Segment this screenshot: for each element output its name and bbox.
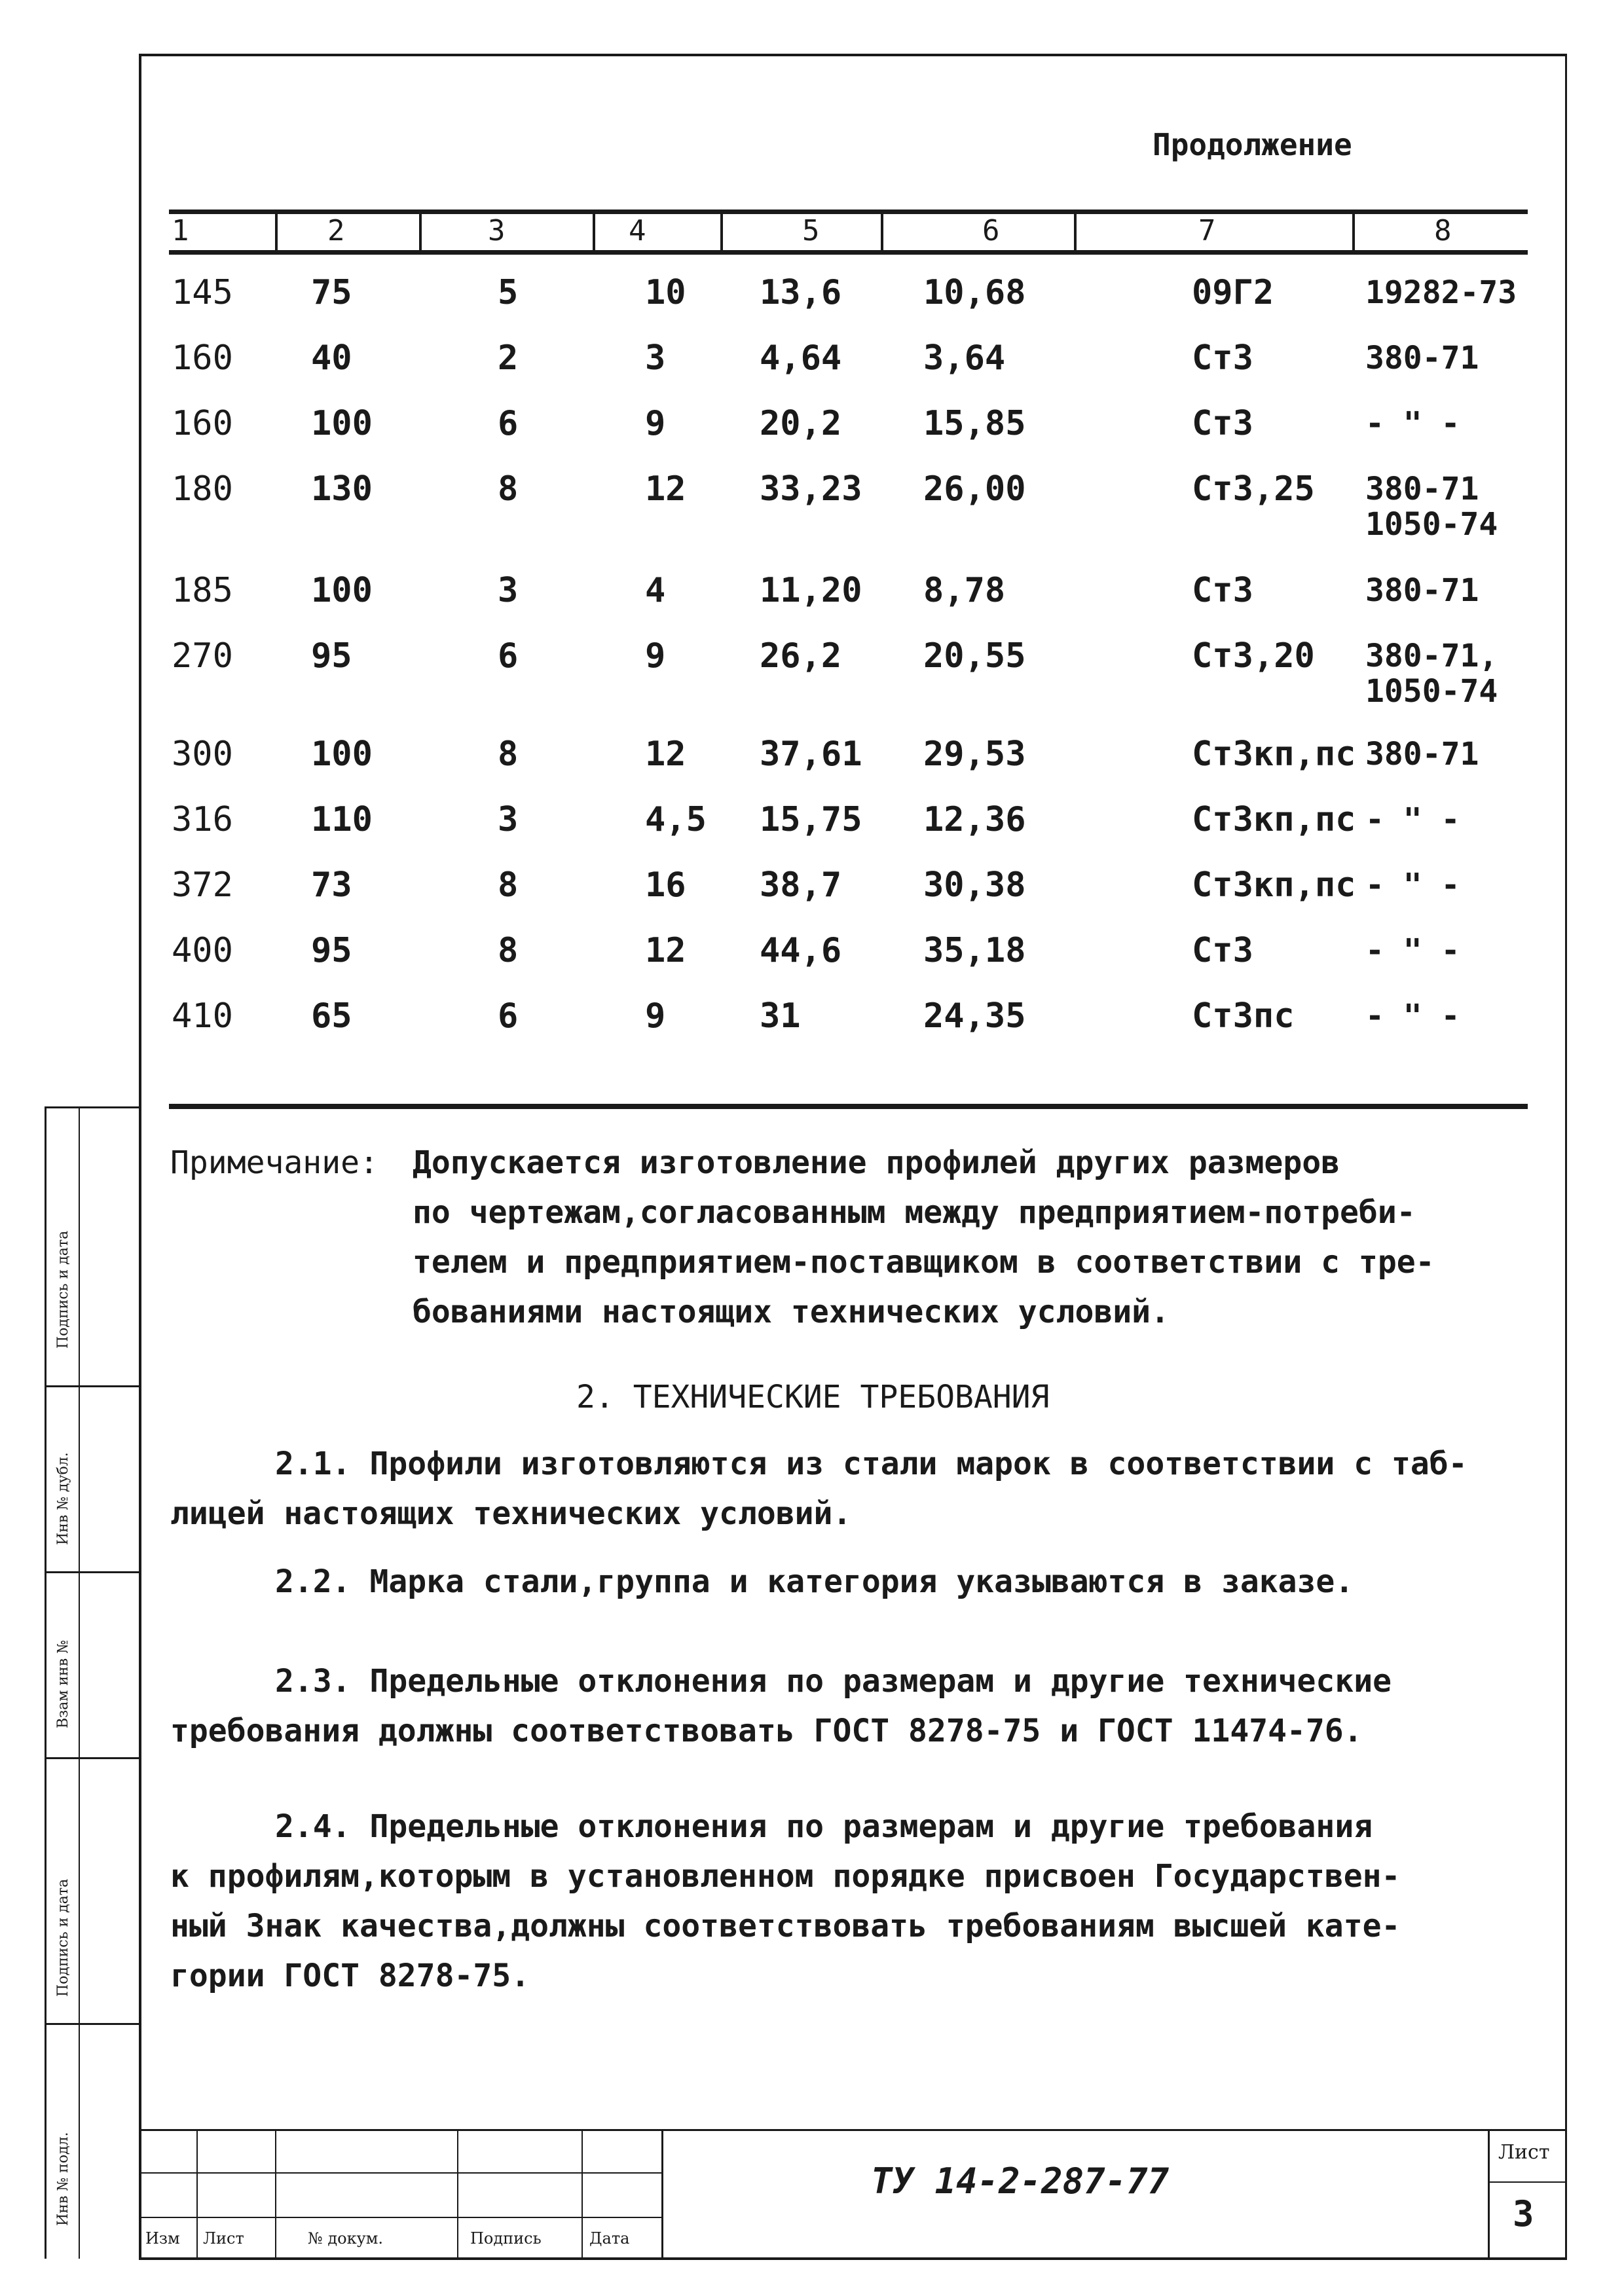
- column-header-4: 4: [629, 214, 646, 247]
- stamp-sheet-left: [1488, 2129, 1490, 2259]
- table-cell-col-5: 15,75: [760, 800, 862, 839]
- frame-left: [139, 54, 141, 2260]
- table-cell-col-5: 38,7: [760, 866, 842, 905]
- column-separator: [881, 214, 883, 251]
- table-cell-col-3: 8: [498, 931, 519, 970]
- note-line-3: телем и предприятием-поставщиком в соответствии с тре-: [413, 1244, 1435, 1281]
- column-header-6: 6: [982, 214, 1000, 247]
- table-cell-col-1: 316: [172, 800, 233, 839]
- table-cell-col-3: 3: [498, 800, 519, 839]
- table-header-bottom: [169, 250, 1528, 255]
- document-code: ТУ 14-2-287-77: [871, 2160, 1170, 2202]
- table-cell-col-7: Ст3кп,пс: [1192, 800, 1356, 839]
- table-cell-col-7: Ст3: [1192, 931, 1253, 970]
- table-cell-col-8: - " -: [1365, 801, 1460, 838]
- table-cell-col-7: Ст3,20: [1192, 636, 1315, 676]
- table-cell-col-6: 15,85: [923, 404, 1026, 443]
- column-header-8: 8: [1434, 214, 1452, 247]
- table-cell-col-6: 20,55: [923, 636, 1026, 676]
- paragraph-2-3-line-1: 2.3. Предельные отклонения по размерам и другие технические: [275, 1663, 1392, 1700]
- stamp-top: [139, 2129, 1566, 2131]
- frame-bottom: [139, 2257, 1566, 2260]
- paragraph-2-2-line-1: 2.2. Марка стали,группа и категория указываются в заказе.: [275, 1563, 1354, 1600]
- side-strip-div-4: [45, 1757, 140, 1759]
- stamp-col-1: [196, 2129, 198, 2259]
- table-cell-col-8: 380-71, 1050-74: [1365, 638, 1498, 710]
- column-header-1: 1: [172, 214, 189, 247]
- table-cell-col-1: 300: [172, 735, 233, 774]
- table-cell-col-6: 3,64: [923, 338, 1006, 378]
- note-line-2: по чертежам,согласованным между предприятием-потреби-: [413, 1194, 1416, 1231]
- stamp-col-doc: № докум.: [308, 2229, 383, 2248]
- paragraph-2-4-line-2: к профилям,которым в установленном порядке присвоен Государствен-: [170, 1858, 1401, 1895]
- table-cell-col-7: Ст3кп,пс: [1192, 866, 1356, 905]
- table-cell-col-7: 09Г2: [1192, 273, 1274, 312]
- table-cell-col-6: 24,35: [923, 996, 1026, 1036]
- table-cell-col-5: 20,2: [760, 404, 842, 443]
- side-strip-div-2: [45, 1385, 140, 1387]
- table-cell-col-6: 29,53: [923, 735, 1026, 774]
- table-cell-col-3: 8: [498, 735, 519, 774]
- table-cell-col-2: 75: [311, 273, 352, 312]
- table-cell-col-4: 9: [645, 404, 666, 443]
- table-cell-col-5: 31: [760, 996, 801, 1036]
- table-cell-col-4: 12: [645, 735, 686, 774]
- section-title: 2. ТЕХНИЧЕСКИЕ ТРЕБОВАНИЯ: [576, 1379, 1050, 1415]
- table-cell-col-4: 12: [645, 931, 686, 970]
- table-cell-col-3: 3: [498, 571, 519, 610]
- table-cell-col-8: 380-71: [1365, 736, 1479, 773]
- table-cell-col-7: Ст3пс: [1192, 996, 1295, 1036]
- column-separator: [593, 214, 595, 251]
- table-cell-col-1: 185: [172, 571, 233, 610]
- table-cell-col-7: Ст3: [1192, 338, 1253, 378]
- table-cell-col-2: 73: [311, 866, 352, 905]
- table-cell-col-1: 145: [172, 273, 233, 312]
- table-cell-col-4: 4: [645, 571, 666, 610]
- stamp-sheet-divider: [1488, 2181, 1566, 2183]
- frame-right: [1565, 54, 1567, 2260]
- table-cell-col-4: 3: [645, 338, 666, 378]
- side-label-replace-inv: Взам инв №: [55, 1640, 71, 1728]
- table-cell-col-2: 95: [311, 931, 352, 970]
- table-cell-col-7: Ст3: [1192, 404, 1253, 443]
- table-cell-col-1: 180: [172, 469, 233, 509]
- side-strip-mid: [79, 1106, 80, 2259]
- paragraph-2-1-line-2: лицей настоящих технических условий.: [170, 1495, 852, 1532]
- stamp-col-sheet: Лист: [203, 2229, 244, 2248]
- table-cell-col-8: - " -: [1365, 867, 1460, 903]
- side-strip-div-5: [45, 2023, 140, 2025]
- table-cell-col-5: 11,20: [760, 571, 862, 610]
- table-cell-col-3: 6: [498, 996, 519, 1036]
- note-line-1: Допускается изготовление профилей других размеров: [413, 1144, 1340, 1181]
- paragraph-2-4-line-1: 2.4. Предельные отклонения по размерам и другие требования: [275, 1808, 1373, 1845]
- column-separator: [419, 214, 422, 251]
- side-label-dup-inv: Инв № дубл.: [55, 1452, 71, 1545]
- table-cell-col-2: 65: [311, 996, 352, 1036]
- table-cell-col-1: 160: [172, 338, 233, 378]
- table-cell-col-4: 16: [645, 866, 686, 905]
- table-cell-col-6: 30,38: [923, 866, 1026, 905]
- column-separator: [1352, 214, 1355, 251]
- table-cell-col-5: 26,2: [760, 636, 842, 676]
- table-cell-col-3: 6: [498, 636, 519, 676]
- note-line-4: бованиями настоящих технических условий.: [413, 1294, 1170, 1330]
- table-cell-col-1: 400: [172, 931, 233, 970]
- table-cell-col-4: 9: [645, 636, 666, 676]
- table-cell-col-5: 33,23: [760, 469, 862, 509]
- stamp-row-1: [139, 2172, 663, 2174]
- table-cell-col-5: 37,61: [760, 735, 862, 774]
- table-cell-col-8: 380-71 1050-74: [1365, 471, 1498, 543]
- note-label: Примечание:: [170, 1144, 378, 1181]
- stamp-col-4: [581, 2129, 583, 2259]
- paragraph-2-1-line-1: 2.1. Профили изготовляются из стали марок в соответствии с таб-: [275, 1446, 1467, 1482]
- continuation-heading: Продолжение: [1153, 127, 1352, 162]
- table-cell-col-6: 12,36: [923, 800, 1026, 839]
- stamp-row-2: [139, 2217, 663, 2218]
- table-header-top: [169, 210, 1528, 214]
- side-strip-left: [45, 1106, 46, 2259]
- stamp-col-5: [661, 2129, 663, 2259]
- side-label-sign-date-2: Подпись и дата: [55, 1878, 71, 1997]
- table-cell-col-2: 40: [311, 338, 352, 378]
- table-cell-col-6: 10,68: [923, 273, 1026, 312]
- table-cell-col-4: 4,5: [645, 800, 707, 839]
- table-cell-col-7: Ст3: [1192, 571, 1253, 610]
- stamp-col-2: [275, 2129, 276, 2259]
- table-cell-col-2: 110: [311, 800, 373, 839]
- stamp-col-date: Дата: [589, 2229, 630, 2248]
- side-strip-div-1: [45, 1106, 140, 1108]
- sheet-number: 3: [1513, 2193, 1534, 2234]
- table-cell-col-1: 410: [172, 996, 233, 1036]
- column-header-5: 5: [802, 214, 820, 247]
- paragraph-2-4-line-3: ный Знак качества,должны соответствовать требованиям высшей кате-: [170, 1908, 1401, 1944]
- column-separator: [1074, 214, 1077, 251]
- table-cell-col-7: Ст3,25: [1192, 469, 1315, 509]
- table-cell-col-1: 270: [172, 636, 233, 676]
- column-header-3: 3: [488, 214, 506, 247]
- column-header-7: 7: [1198, 214, 1216, 247]
- table-cell-col-2: 100: [311, 571, 373, 610]
- table-cell-col-8: 380-71: [1365, 340, 1479, 376]
- table-cell-col-5: 13,6: [760, 273, 842, 312]
- side-strip-div-3: [45, 1571, 140, 1573]
- table-cell-col-3: 6: [498, 404, 519, 443]
- frame-top: [139, 54, 1566, 56]
- table-cell-col-6: 26,00: [923, 469, 1026, 509]
- column-separator: [275, 214, 278, 251]
- table-cell-col-7: Ст3кп,пс: [1192, 735, 1356, 774]
- table-cell-col-6: 35,18: [923, 931, 1026, 970]
- table-cell-col-3: 2: [498, 338, 519, 378]
- table-cell-col-8: - " -: [1365, 405, 1460, 442]
- table-cell-col-1: 372: [172, 866, 233, 905]
- table-cell-col-3: 5: [498, 273, 519, 312]
- side-label-sign-date-1: Подпись и дата: [55, 1230, 71, 1349]
- table-cell-col-2: 100: [311, 735, 373, 774]
- table-cell-col-2: 130: [311, 469, 373, 509]
- stamp-col-signature: Подпись: [470, 2229, 542, 2248]
- column-header-2: 2: [327, 214, 345, 247]
- paragraph-2-4-line-4: гории ГОСТ 8278-75.: [170, 1958, 530, 1994]
- table-cell-col-4: 10: [645, 273, 686, 312]
- table-cell-col-8: 19282-73: [1365, 274, 1517, 311]
- side-label-orig-inv: Инв № подл.: [55, 2132, 71, 2226]
- paragraph-2-3-line-2: требования должны соответствовать ГОСТ 8278-75 и ГОСТ 11474-76.: [170, 1713, 1363, 1749]
- table-cell-col-5: 4,64: [760, 338, 842, 378]
- table-cell-col-6: 8,78: [923, 571, 1006, 610]
- stamp-col-3: [457, 2129, 458, 2259]
- column-separator: [720, 214, 723, 251]
- table-cell-col-4: 12: [645, 469, 686, 509]
- table-cell-col-4: 9: [645, 996, 666, 1036]
- table-cell-col-8: - " -: [1365, 998, 1460, 1034]
- table-cell-col-8: 380-71: [1365, 572, 1479, 609]
- table-cell-col-3: 8: [498, 469, 519, 509]
- table-cell-col-8: - " -: [1365, 932, 1460, 969]
- table-cell-col-1: 160: [172, 404, 233, 443]
- table-bottom-rule: [169, 1104, 1528, 1109]
- stamp-col-change: Изм: [145, 2229, 180, 2248]
- table-cell-col-3: 8: [498, 866, 519, 905]
- table-cell-col-2: 100: [311, 404, 373, 443]
- table-cell-col-5: 44,6: [760, 931, 842, 970]
- table-cell-col-2: 95: [311, 636, 352, 676]
- sheet-label: Лист: [1498, 2141, 1550, 2164]
